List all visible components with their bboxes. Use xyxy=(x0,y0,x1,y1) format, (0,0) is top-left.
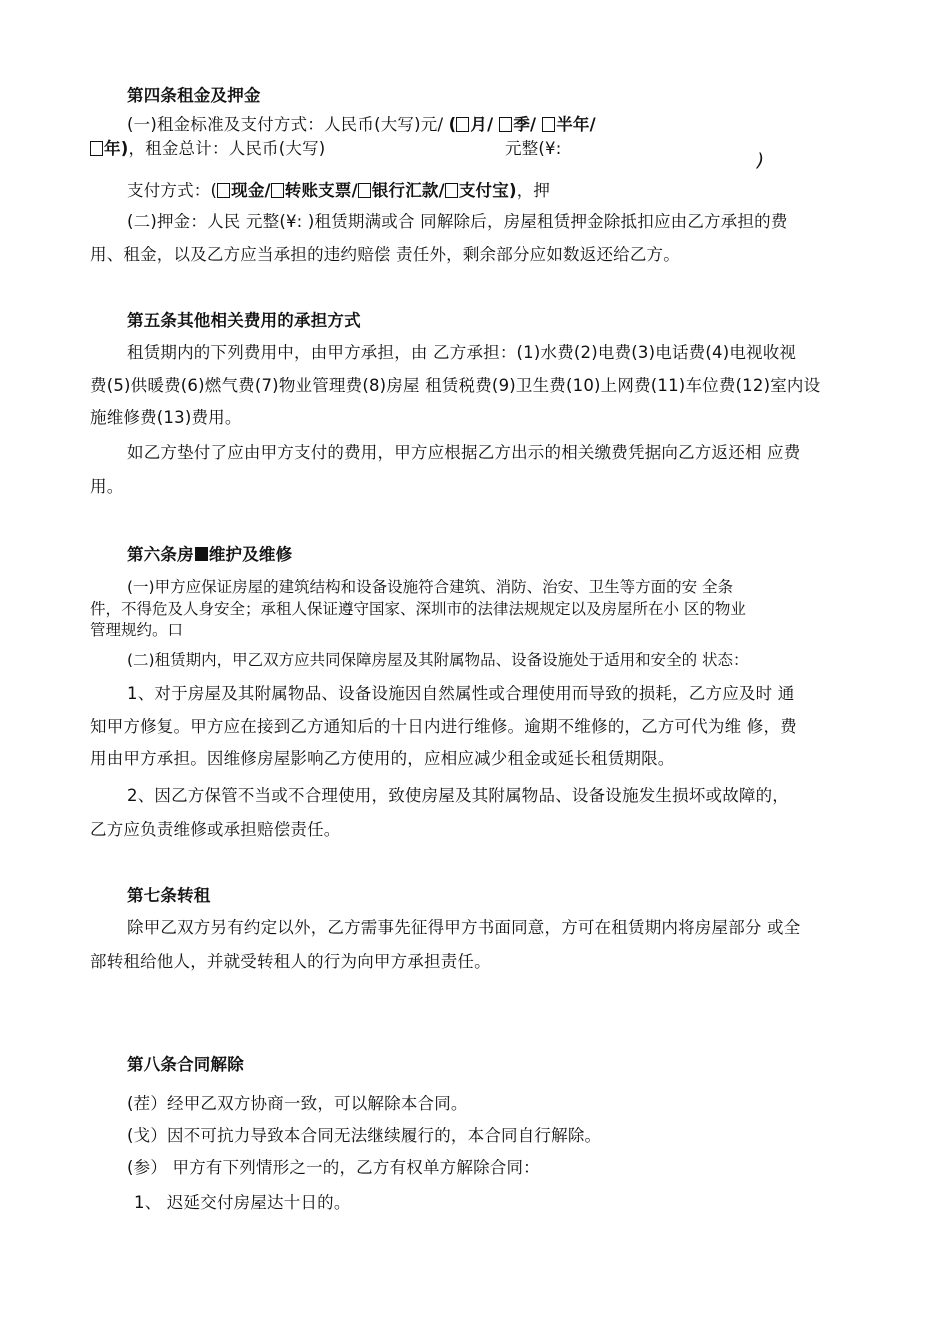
article-8-title: 第八条合同解除 xyxy=(127,1055,244,1074)
article-5-title: 第五条其他相关费用的承担方式 xyxy=(127,311,361,330)
checkbox-half-year[interactable] xyxy=(542,117,555,132)
article-6-line-8: 2、因乙方保管不当或不合理使用，致使房屋及其附属物品、设备设施发生损坏或故障的， xyxy=(127,786,789,805)
article-7-line-2: 部转租给他人，并就受转租人的行为向甲方承担责任。 xyxy=(90,952,491,971)
option-transfer-label: 转账支票/ xyxy=(284,181,358,200)
article-6-line-6: 知甲方修复。甲方应在接到乙方通知后的十日内进行维修。逾期不维修的，乙方可代为维 修，费 xyxy=(90,717,797,736)
rent-total-text: ，租金总计：人民币(大写) xyxy=(128,139,326,158)
option-year xyxy=(90,139,128,158)
article-7-line-1: 除甲乙双方另有约定以外，乙方需事先征得甲方书面同意，方可在租赁期内将房屋部分 或全 xyxy=(127,918,801,937)
article-4-line-4: (二)押金：人民 元整(¥: )租赁期满或合 同解除后，房屋租赁押金除抵扣应由乙方承担的费 xyxy=(127,212,788,231)
rent-total-yuan: 元整(¥: xyxy=(505,139,562,158)
checkbox-year[interactable] xyxy=(90,141,103,156)
option-month-label: 月/ xyxy=(470,115,494,134)
article-6-title-b: 维护及维修 xyxy=(208,545,293,564)
article-6-line-3: 管理规约。口 xyxy=(90,621,184,639)
payment-method-end: ，押 xyxy=(516,181,551,200)
option-alipay-label: 支付宝) xyxy=(458,181,517,200)
payment-period-options: ( 月/ 季/ 半年/ xyxy=(448,115,596,134)
article-6-title xyxy=(127,545,292,565)
article-7-title: 第七条转租 xyxy=(127,886,211,905)
payment-method-options xyxy=(217,181,517,200)
article-5-line-5: 用。 xyxy=(90,477,124,496)
checkbox-season[interactable] xyxy=(499,117,512,132)
article-6-line-9: 乙方应负责维修或承担赔偿责任。 xyxy=(90,820,341,839)
article-4-line-2 xyxy=(90,139,325,159)
checkbox-transfer-check[interactable] xyxy=(271,183,284,198)
article-8-line-4: 1、 迟延交付房屋达十日的。 xyxy=(134,1193,351,1212)
option-cash-label: 现金/ xyxy=(231,181,271,200)
article-6-line-2: 件，不得危及人身安全；承租人保证遵守国家、深圳市的法律法规规定以及房屋所在小 区的物业 xyxy=(90,600,746,618)
article-5-line-4: 如乙方垫付了应由甲方支付的费用，甲方应根据乙方出示的相关缴费凭据向乙方返还相 应费 xyxy=(127,443,801,462)
article-8-line-1: (茬）经甲乙双方协商一致，可以解除本合同。 xyxy=(127,1094,468,1113)
article-4-line-1 xyxy=(127,115,596,135)
option-bank-label: 银行汇款/ xyxy=(371,181,445,200)
article-5-line-1: 租赁期内的下列费用中，由甲方承担，由 乙方承担：(1)水费(2)电费(3)电话费(4)电视收视 xyxy=(127,343,797,362)
article-6-line-4: (二)租赁期内，甲乙双方应共同保障房屋及其附属物品、设备设施处于适用和安全的 状态： xyxy=(127,651,749,669)
closing-paren: ) xyxy=(757,150,765,171)
article-5-line-3: 施维修费(13)费用。 xyxy=(90,408,242,427)
option-season-label: 季/ xyxy=(513,115,537,134)
article-4-title: 第四条租金及押金 xyxy=(127,86,261,105)
article-6-line-5: 1、对于房屋及其附属物品、设备设施因自然属性或合理使用而导致的损耗，乙方应及时 通 xyxy=(127,684,795,703)
checkbox-alipay[interactable] xyxy=(445,183,458,198)
checkbox-month[interactable] xyxy=(456,117,469,132)
article-8-line-2: (戈）因不可抗力导致本合同无法继续履行的，本合同自行解除。 xyxy=(127,1126,602,1145)
article-4-line-3 xyxy=(127,181,550,201)
checkbox-cash[interactable] xyxy=(217,183,230,198)
option-half-year-label: 半年/ xyxy=(556,115,596,134)
checkbox-bank-draft[interactable] xyxy=(358,183,371,198)
article-8-line-3: (参） 甲方有下列情形之一的，乙方有权单方解除合同： xyxy=(127,1158,540,1177)
payment-method-text: 支付方式：( xyxy=(127,181,218,200)
article-4-line-5: 用、租金，以及乙方应当承担的违约赔偿 责任外，剩余部分应如数返还给乙方。 xyxy=(90,245,680,264)
article-6-title-a: 第六条房 xyxy=(127,545,194,564)
article-6-line-7: 用由甲方承担。因维修房屋影响乙方使用的，应相应减少租金或延长租赁期限。 xyxy=(90,749,675,768)
article-5-line-2: 费(5)供暖费(6)燃气费(7)物业管理费(8)房屋 租赁税费(9)卫生费(10)上网费(11)车位费(12)室内设 xyxy=(90,376,821,395)
option-year-label: 年) xyxy=(104,139,129,158)
rent-standard-text: (一)租金标准及支付方式：人民币(大写)元/ xyxy=(127,115,444,134)
article-6-line-1: (一)甲方应保证房屋的建筑结构和设备设施符合建筑、消防、治安、卫生等方面的安 全条 xyxy=(127,578,734,596)
filled-square-icon xyxy=(195,547,208,561)
